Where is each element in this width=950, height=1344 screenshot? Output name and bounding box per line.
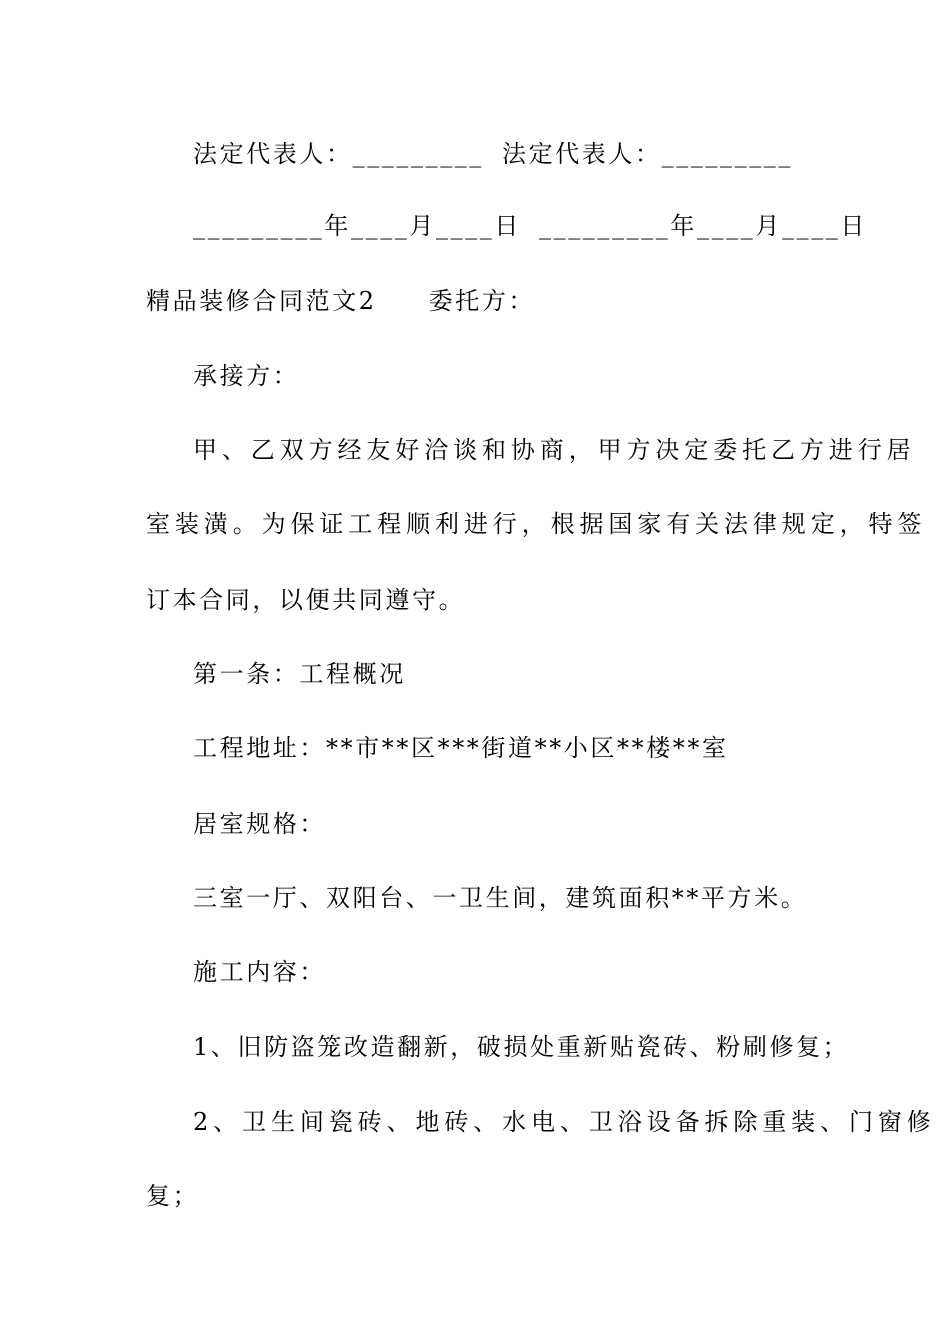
- party-a-representative: 法定代表人：_________: [193, 140, 484, 168]
- project-address: 工程地址：**市**区***街道**小区**楼**室: [193, 734, 729, 762]
- intro-paragraph-line-2: 室装潢。为保证工程顺利进行，根据国家有关法律规定，特签: [146, 510, 927, 538]
- work-item-2-continued: 复；: [146, 1182, 200, 1210]
- document-title: 精品装修合同范文2: [146, 287, 377, 315]
- signature-line: [193, 139, 793, 169]
- intro-paragraph-line-1: 甲、乙双方经友好洽谈和协商，甲方决定委托乙方进行居: [193, 436, 916, 464]
- intro-paragraph-line-3: 订本合同，以便共同遵守。: [146, 586, 466, 614]
- party-b-date: _________年____月____日: [539, 212, 867, 240]
- work-item-2: 2、卫生间瓷砖、地砖、水电、卫浴设备拆除重装、门窗修: [193, 1108, 936, 1136]
- date-line: [193, 211, 867, 241]
- work-item-1: 1、旧防盗笼改造翻新，破损处重新贴瓷砖、粉刷修复；: [193, 1033, 850, 1061]
- party-a-date: _________年____月____日: [193, 212, 521, 240]
- contractor-label: 承接方：: [193, 362, 300, 390]
- heading-line: [146, 286, 535, 316]
- client-label: 委托方：: [428, 287, 536, 315]
- spec-value: 三室一厅、双阳台、一卫生间，建筑面积**平方米。: [193, 884, 808, 912]
- article-title: 第一条：工程概况: [193, 660, 406, 688]
- content-label: 施工内容：: [193, 958, 326, 986]
- party-b-representative: 法定代表人：_________: [502, 140, 793, 168]
- spec-label: 居室规格：: [193, 810, 326, 838]
